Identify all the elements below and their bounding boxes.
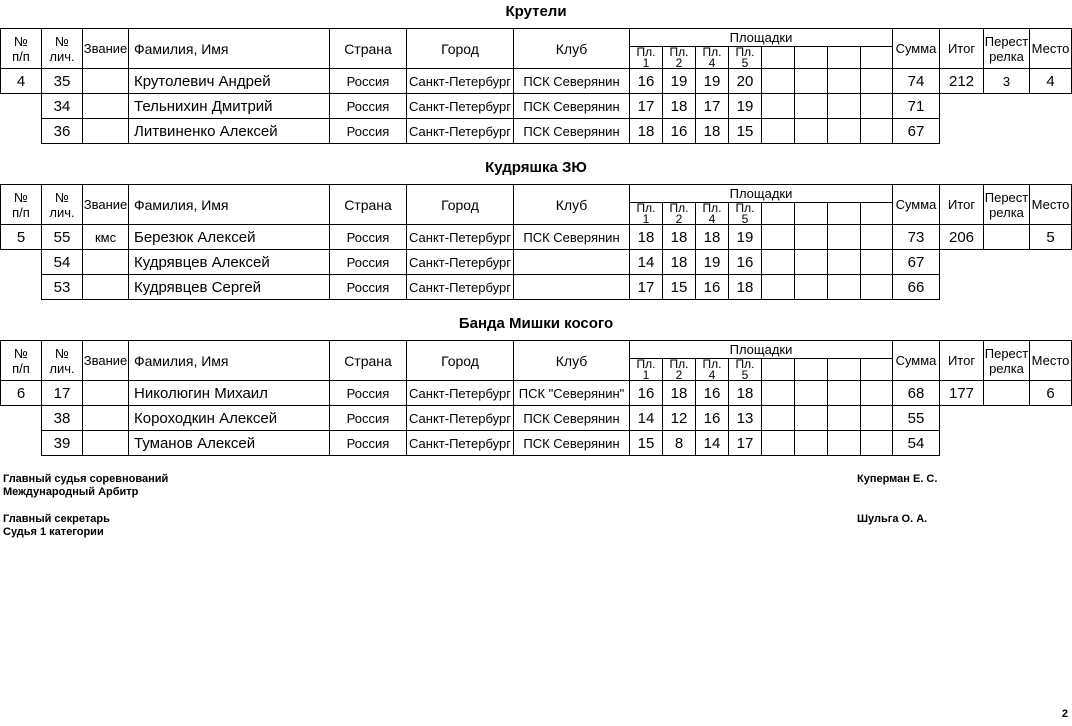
header-line: Пл. <box>735 358 755 371</box>
header-num-pp <box>0 340 42 381</box>
athlete-country: Россия <box>329 405 407 431</box>
header-line: Перест <box>984 189 1029 205</box>
header-line: п/п <box>12 360 30 376</box>
header-pl-sub <box>827 46 861 69</box>
header-line: 4 <box>708 56 716 69</box>
header-line: 1 <box>642 368 650 381</box>
athlete-name: Березюк Алексей <box>128 224 330 250</box>
range-score-empty <box>860 93 893 119</box>
athlete-number: 34 <box>41 93 83 119</box>
header-gorod: Город <box>406 184 514 225</box>
header-ploshchadki: Площадки <box>629 184 893 203</box>
range-score-empty <box>761 380 795 406</box>
header-line: Пл. <box>735 46 755 59</box>
header-line: 1 <box>642 56 650 69</box>
athlete-club: ПСК Северянин <box>513 93 630 119</box>
header-fio: Фамилия, Имя <box>128 28 330 69</box>
header-line: 5 <box>741 212 749 225</box>
range-score: 16 <box>695 405 729 431</box>
header-line: 2 <box>675 212 683 225</box>
range-score-empty <box>860 118 893 144</box>
athlete-number: 17 <box>41 380 83 406</box>
athlete-number: 53 <box>41 274 83 300</box>
header-itog: Итог <box>939 28 984 69</box>
range-score-empty <box>827 68 861 94</box>
chief-judge-role: Главный судья соревнований <box>3 473 169 485</box>
athlete-number: 55 <box>41 224 83 250</box>
team-place-num: 5 <box>0 224 42 250</box>
header-line: Перест <box>984 345 1029 361</box>
range-score-empty <box>860 430 893 456</box>
athlete-country: Россия <box>329 249 407 275</box>
athlete-sum: 67 <box>892 249 940 275</box>
athlete-rank: кмс <box>82 224 129 250</box>
range-score-empty <box>827 430 861 456</box>
athlete-rank <box>82 430 129 456</box>
athlete-club: ПСК Северянин <box>513 118 630 144</box>
range-score: 18 <box>662 93 696 119</box>
range-score: 8 <box>662 430 696 456</box>
range-score: 17 <box>629 93 663 119</box>
range-score: 19 <box>662 68 696 94</box>
range-score-empty <box>860 380 893 406</box>
header-line: 2 <box>675 368 683 381</box>
header-line: № <box>14 189 28 205</box>
chief-judge-title: Международный Арбитр <box>3 486 139 498</box>
range-score: 19 <box>695 249 729 275</box>
header-zvanie: Звание <box>82 184 129 225</box>
athlete-club: ПСК Северянин <box>513 224 630 250</box>
header-zvanie: Звание <box>82 340 129 381</box>
header-line: № <box>14 345 28 361</box>
header-num-lich <box>41 340 83 381</box>
athlete-rank <box>82 274 129 300</box>
range-score-empty <box>761 430 795 456</box>
athlete-sum: 74 <box>892 68 940 94</box>
athlete-name: Крутолевич Андрей <box>128 68 330 94</box>
header-line: 4 <box>708 368 716 381</box>
range-score-empty <box>794 249 828 275</box>
header-pl-sub <box>761 46 795 69</box>
range-score: 14 <box>695 430 729 456</box>
range-score: 16 <box>662 118 696 144</box>
range-score-empty <box>794 68 828 94</box>
range-score-empty <box>827 224 861 250</box>
header-pl-sub <box>662 358 696 381</box>
athlete-sum: 73 <box>892 224 940 250</box>
header-strana: Страна <box>329 28 407 69</box>
range-score-empty <box>761 93 795 119</box>
team-title: Крутели <box>505 3 567 20</box>
athlete-name: Литвиненко Алексей <box>128 118 330 144</box>
header-gorod: Город <box>406 340 514 381</box>
header-perestrelka <box>983 340 1030 381</box>
range-score: 14 <box>629 405 663 431</box>
athlete-rank <box>82 68 129 94</box>
header-num-lich <box>41 184 83 225</box>
range-score: 18 <box>662 380 696 406</box>
range-score: 13 <box>728 405 762 431</box>
header-line: 5 <box>741 368 749 381</box>
athlete-city: Санкт-Петербург <box>406 274 514 300</box>
range-score: 12 <box>662 405 696 431</box>
range-score-empty <box>794 93 828 119</box>
range-score: 18 <box>662 249 696 275</box>
team-total: 177 <box>939 380 984 406</box>
range-score: 14 <box>629 249 663 275</box>
team-shootoff <box>983 224 1030 250</box>
athlete-name: Кудрявцев Сергей <box>128 274 330 300</box>
range-score: 16 <box>629 380 663 406</box>
header-line: 1 <box>642 212 650 225</box>
header-mesto: Место <box>1029 184 1072 225</box>
range-score-empty <box>860 249 893 275</box>
header-line: Пл. <box>702 202 722 215</box>
athlete-city: Санкт-Петербург <box>406 93 514 119</box>
range-score: 16 <box>695 380 729 406</box>
athlete-rank <box>82 405 129 431</box>
header-mesto: Место <box>1029 28 1072 69</box>
athlete-country: Россия <box>329 118 407 144</box>
range-score-empty <box>794 118 828 144</box>
header-line: № <box>55 345 69 361</box>
header-itog: Итог <box>939 184 984 225</box>
header-ploshchadki: Площадки <box>629 340 893 359</box>
athlete-rank <box>82 118 129 144</box>
athlete-club: ПСК Северянин <box>513 430 630 456</box>
header-perestrelka <box>983 28 1030 69</box>
athlete-name: Тельнихин Дмитрий <box>128 93 330 119</box>
athlete-sum: 55 <box>892 405 940 431</box>
range-score-empty <box>827 93 861 119</box>
range-score: 18 <box>662 224 696 250</box>
team-total: 212 <box>939 68 984 94</box>
athlete-name: Кудрявцев Алексей <box>128 249 330 275</box>
header-line: 2 <box>675 56 683 69</box>
header-line: п/п <box>12 48 30 64</box>
range-score-empty <box>794 224 828 250</box>
range-score-empty <box>860 405 893 431</box>
range-score: 16 <box>695 274 729 300</box>
range-score-empty <box>860 274 893 300</box>
header-klub: Клуб <box>513 340 630 381</box>
range-score-empty <box>761 224 795 250</box>
athlete-name: Туманов Алексей <box>128 430 330 456</box>
header-line: № <box>55 189 69 205</box>
range-score-empty <box>761 405 795 431</box>
athlete-number: 35 <box>41 68 83 94</box>
athlete-sum: 67 <box>892 118 940 144</box>
header-pl-sub <box>695 46 729 69</box>
header-fio: Фамилия, Имя <box>128 184 330 225</box>
header-line: 5 <box>741 56 749 69</box>
range-score: 18 <box>695 118 729 144</box>
header-line: № <box>14 33 28 49</box>
header-perestrelka <box>983 184 1030 225</box>
header-itog: Итог <box>939 340 984 381</box>
header-summa: Сумма <box>892 28 940 69</box>
athlete-city: Санкт-Петербург <box>406 118 514 144</box>
header-pl-sub <box>629 202 663 225</box>
header-line: релка <box>989 204 1024 220</box>
range-score: 20 <box>728 68 762 94</box>
athlete-city: Санкт-Петербург <box>406 405 514 431</box>
range-score: 17 <box>695 93 729 119</box>
header-line: 4 <box>708 212 716 225</box>
athlete-rank <box>82 380 129 406</box>
athlete-number: 38 <box>41 405 83 431</box>
range-score-empty <box>761 68 795 94</box>
range-score-empty <box>860 224 893 250</box>
header-line: Пл. <box>702 358 722 371</box>
header-pl-sub <box>629 46 663 69</box>
header-pl-sub <box>794 358 828 381</box>
header-pl-sub <box>860 46 893 69</box>
range-score: 16 <box>629 68 663 94</box>
athlete-club: ПСК "Северянин" <box>513 380 630 406</box>
header-klub: Клуб <box>513 184 630 225</box>
header-pl-sub <box>761 202 795 225</box>
header-pl-sub <box>695 202 729 225</box>
team-place: 5 <box>1029 224 1072 250</box>
header-strana: Страна <box>329 184 407 225</box>
header-ploshchadki: Площадки <box>629 28 893 47</box>
range-score: 19 <box>728 93 762 119</box>
athlete-sum: 71 <box>892 93 940 119</box>
team-place: 6 <box>1029 380 1072 406</box>
header-zvanie: Звание <box>82 28 129 69</box>
athlete-country: Россия <box>329 68 407 94</box>
range-score-empty <box>761 118 795 144</box>
athlete-club <box>513 274 630 300</box>
athlete-club: ПСК Северянин <box>513 68 630 94</box>
athlete-club <box>513 249 630 275</box>
secretary-block <box>3 513 110 539</box>
header-line: Пл. <box>636 46 656 59</box>
header-line: релка <box>989 360 1024 376</box>
header-fio: Фамилия, Имя <box>128 340 330 381</box>
range-score: 18 <box>629 118 663 144</box>
athlete-city: Санкт-Петербург <box>406 224 514 250</box>
header-pl-sub <box>728 46 762 69</box>
header-strana: Страна <box>329 340 407 381</box>
header-line: релка <box>989 48 1024 64</box>
header-pl-sub <box>827 202 861 225</box>
range-score-empty <box>827 380 861 406</box>
athlete-country: Россия <box>329 430 407 456</box>
athlete-city: Санкт-Петербург <box>406 430 514 456</box>
header-num-lich <box>41 28 83 69</box>
range-score: 15 <box>629 430 663 456</box>
header-pl-sub <box>794 202 828 225</box>
header-pl-sub <box>662 46 696 69</box>
range-score: 17 <box>728 430 762 456</box>
range-score: 16 <box>728 249 762 275</box>
athlete-name: Николюгин Михаил <box>128 380 330 406</box>
header-line: Пл. <box>702 46 722 59</box>
secretary-name: Шульга О. А. <box>857 513 928 525</box>
team-total: 206 <box>939 224 984 250</box>
header-klub: Клуб <box>513 28 630 69</box>
header-line: лич. <box>49 360 75 376</box>
header-line: Пл. <box>669 358 689 371</box>
range-score: 19 <box>728 224 762 250</box>
athlete-sum: 54 <box>892 430 940 456</box>
header-pl-sub <box>794 46 828 69</box>
range-score: 18 <box>728 380 762 406</box>
header-line: Перест <box>984 33 1029 49</box>
athlete-country: Россия <box>329 224 407 250</box>
range-score-empty <box>827 118 861 144</box>
athlete-city: Санкт-Петербург <box>406 249 514 275</box>
team-title: Банда Мишки косого <box>458 315 614 332</box>
header-line: Пл. <box>636 358 656 371</box>
team-shootoff: 3 <box>983 68 1030 94</box>
athlete-rank <box>82 93 129 119</box>
header-line: п/п <box>12 204 30 220</box>
team-shootoff <box>983 380 1030 406</box>
range-score-empty <box>761 249 795 275</box>
range-score-empty <box>827 249 861 275</box>
range-score-empty <box>794 380 828 406</box>
range-score-empty <box>860 68 893 94</box>
athlete-number: 54 <box>41 249 83 275</box>
athlete-city: Санкт-Петербург <box>406 68 514 94</box>
range-score: 18 <box>629 224 663 250</box>
header-line: лич. <box>49 204 75 220</box>
header-num-pp <box>0 28 42 69</box>
range-score-empty <box>827 405 861 431</box>
range-score: 18 <box>728 274 762 300</box>
header-line: Пл. <box>735 202 755 215</box>
team-place-num: 4 <box>0 68 42 94</box>
athlete-sum: 66 <box>892 274 940 300</box>
athlete-rank <box>82 249 129 275</box>
header-line: Пл. <box>669 46 689 59</box>
range-score: 18 <box>695 224 729 250</box>
chief-judge-block <box>3 473 168 499</box>
header-pl-sub <box>629 358 663 381</box>
header-pl-sub <box>827 358 861 381</box>
header-summa: Сумма <box>892 340 940 381</box>
secretary-role: Главный секретарь <box>3 513 110 525</box>
header-pl-sub <box>728 202 762 225</box>
header-pl-sub <box>860 202 893 225</box>
range-score-empty <box>827 274 861 300</box>
range-score: 19 <box>695 68 729 94</box>
athlete-number: 36 <box>41 118 83 144</box>
header-summa: Сумма <box>892 184 940 225</box>
secretary-title: Судья 1 категории <box>3 526 104 538</box>
range-score-empty <box>794 430 828 456</box>
athlete-city: Санкт-Петербург <box>406 380 514 406</box>
range-score: 15 <box>728 118 762 144</box>
header-pl-sub <box>695 358 729 381</box>
header-pl-sub <box>761 358 795 381</box>
header-pl-sub <box>860 358 893 381</box>
athlete-sum: 68 <box>892 380 940 406</box>
range-score-empty <box>761 274 795 300</box>
header-num-pp <box>0 184 42 225</box>
header-pl-sub <box>662 202 696 225</box>
athlete-country: Россия <box>329 274 407 300</box>
athlete-number: 39 <box>41 430 83 456</box>
header-mesto: Место <box>1029 340 1072 381</box>
athlete-country: Россия <box>329 93 407 119</box>
header-line: Пл. <box>669 202 689 215</box>
range-score: 17 <box>629 274 663 300</box>
header-line: № <box>55 33 69 49</box>
athlete-club: ПСК Северянин <box>513 405 630 431</box>
team-place: 4 <box>1029 68 1072 94</box>
athlete-country: Россия <box>329 380 407 406</box>
header-line: Пл. <box>636 202 656 215</box>
header-line: лич. <box>49 48 75 64</box>
header-gorod: Город <box>406 28 514 69</box>
range-score-empty <box>794 405 828 431</box>
range-score: 15 <box>662 274 696 300</box>
chief-judge-name: Куперман Е. С. <box>857 473 938 485</box>
page-number: 2 <box>1061 708 1068 720</box>
team-title: Кудряшка ЗЮ <box>485 159 587 176</box>
range-score-empty <box>794 274 828 300</box>
header-pl-sub <box>728 358 762 381</box>
team-place-num: 6 <box>0 380 42 406</box>
athlete-name: Короходкин Алексей <box>128 405 330 431</box>
